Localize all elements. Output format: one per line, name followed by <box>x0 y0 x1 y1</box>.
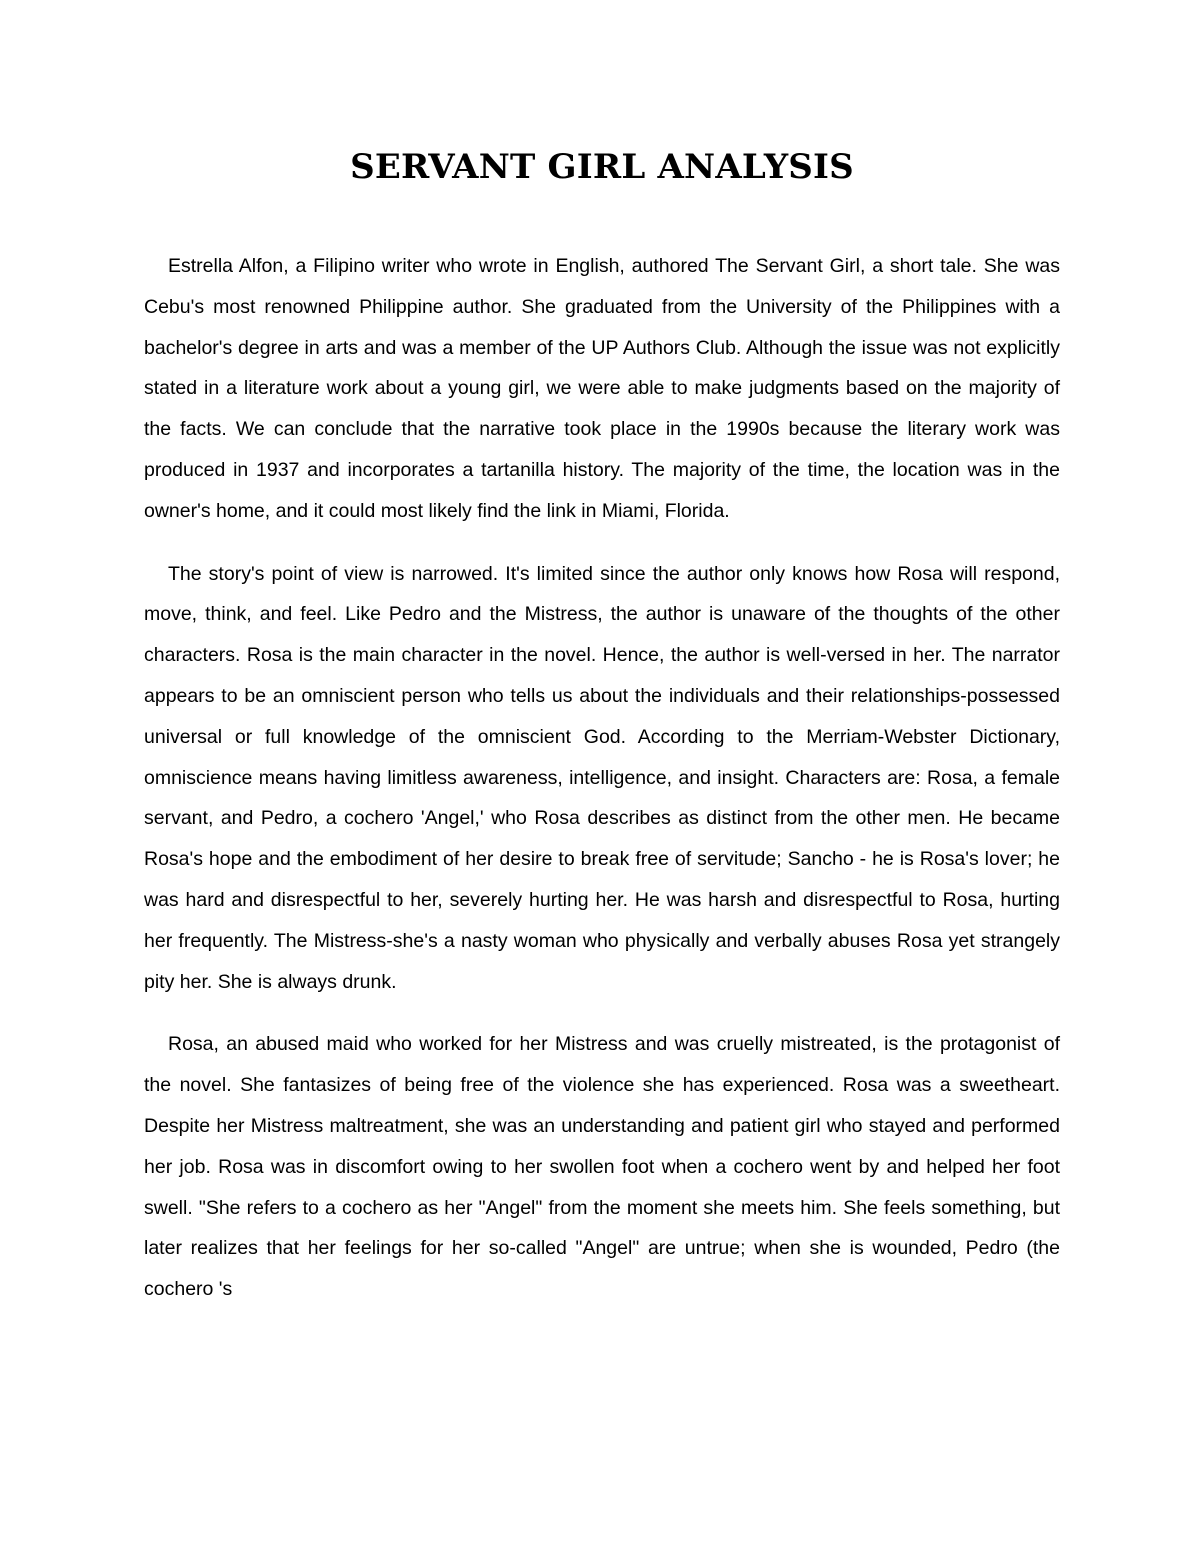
document-body <box>144 246 1060 1310</box>
paragraph-3: Rosa, an abused maid who worked for her Mistress and was cruelly mistreated, is the protagonist of the novel. She fantasizes of being free of the violence she has experienced. Rosa was a sweetheart. Despite her Mistress maltreatment, she was an understanding and patient girl who stayed and performed her job. Rosa was in discomfort owing to her swollen foot when a cochero went by and helped her foot swell. "She refers to a cochero as her "Angel" from the moment she meets him. She feels something, but later realizes that her feelings for her so-called "Angel" are untrue; when she is wounded, Pedro (the cochero 's <box>144 1033 1060 1301</box>
document-title: SERVANT GIRL ANALYSIS <box>350 147 854 187</box>
paragraph-2: The story's point of view is narrowed. It's limited since the author only knows how Rosa will respond, move, think, and feel. Like Pedro and the Mistress, the author is unaware of the thoughts of the other characters. Rosa is the main character in the novel. Hence, the author is well-versed in her. The narrator appears to be an omniscient person who tells us about the individuals and their relationships-possessed universal or full knowledge of the omniscient God. According to the Merriam-Webster Dictionary, omniscience means having limitless awareness, intelligence, and insight. Characters are: Rosa, a female servant, and Pedro, a cochero 'Angel,' who Rosa describes as distinct from the other men. He became Rosa's hope and the embodiment of her desire to break free of servitude; Sancho - he is Rosa's lover; he was hard and disrespectful to her, severely hurting her. He was harsh and disrespectful to Rosa, hurting her frequently. The Mistress-she's a nasty woman who physically and verbally abuses Rosa yet strangely pity her. She is always drunk. <box>144 562 1060 993</box>
document-page <box>144 140 1060 1332</box>
paragraph-1: Estrella Alfon, a Filipino writer who wrote in English, authored The Servant Girl, a short tale. She was Cebu's most renowned Philippine author. She graduated from the University of the Philippines with a bachelor's degree in arts and was a member of the UP Authors Club. Although the issue was not explicitly stated in a literature work about a young girl, we were able to make judgments based on the majority of the facts. We can conclude that the narrative took place in the 1990s because the literary work was produced in 1937 and incorporates a tartanilla history. The majority of the time, the location was in the owner's home, and it could most likely find the link in Miami, Florida. <box>144 255 1060 522</box>
